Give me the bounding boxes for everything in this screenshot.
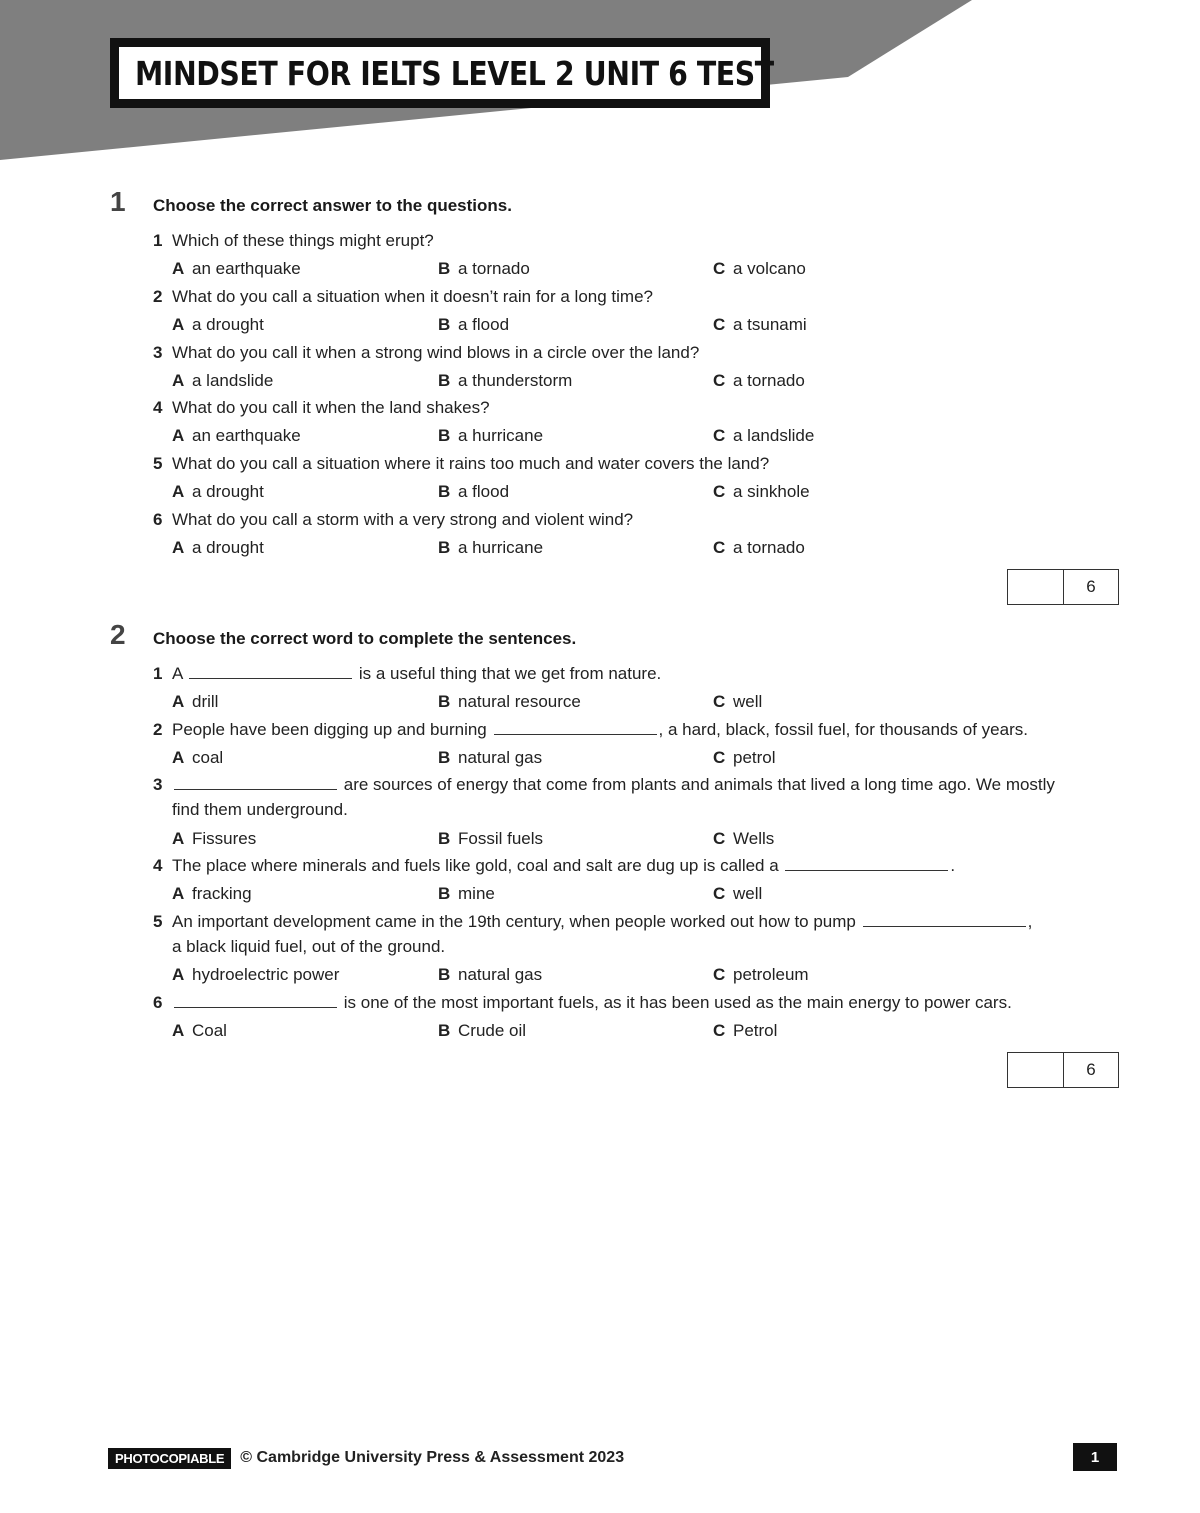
option-text: a tornado [733,538,805,557]
answer-option[interactable] [438,748,542,768]
option-letter: C [713,259,726,278]
answer-blank[interactable] [174,993,337,1008]
question-number: 2 [153,287,163,306]
question-text-after: is one of the most important fuels, as it has been used as the main energy to power cars. [343,993,1012,1012]
answer-option[interactable] [172,426,301,446]
answer-option[interactable] [438,259,530,279]
score-entry-cell[interactable] [1008,570,1064,604]
option-letter: C [713,748,726,767]
question-text: What do you call a storm with a very strong and violent wind? [172,510,634,529]
photocopiable-badge: PHOTOCOPIABLE [108,1448,231,1469]
question-text: Which of these things might erupt? [172,231,434,250]
page-title: MINDSET FOR IELTS LEVEL 2 UNIT 6 TEST [135,53,774,93]
question-row [153,454,769,474]
answer-option[interactable] [713,482,810,502]
option-letter: C [713,538,726,557]
option-letter: C [713,482,726,501]
question-number: 5 [153,454,163,473]
answer-option[interactable] [172,538,264,558]
score-box-section-2 [1007,1052,1119,1088]
score-max: 6 [1086,1060,1096,1079]
question-number: 3 [153,775,163,794]
question-text-after: . [950,856,956,875]
option-letter: A [172,1021,185,1040]
option-text: fracking [192,884,252,903]
question-row [153,510,633,530]
answer-option[interactable] [713,315,807,335]
option-text: Fissures [192,829,257,848]
option-letter: C [713,371,726,390]
option-text: Petrol [733,1021,778,1040]
question-text-after: is a useful thing that we get from nature. [358,664,662,683]
answer-blank[interactable] [494,720,657,735]
answer-option[interactable] [172,259,301,279]
question-text-continued: a black liquid fuel, out of the ground. [172,937,446,956]
answer-blank[interactable] [174,775,337,790]
question-text-after: , [1027,912,1033,931]
option-text: natural resource [458,692,581,711]
option-letter: B [438,259,451,278]
answer-blank[interactable] [863,912,1026,927]
question-row [153,720,1028,740]
answer-option[interactable] [172,884,252,904]
option-letter: B [438,884,451,903]
option-text: a landslide [192,371,274,390]
option-letter: C [713,315,726,334]
option-letter: C [713,829,726,848]
option-text: Wells [733,829,775,848]
question-text-after: are sources of energy that come from plants and animals that lived a long time ago. We mostly [343,775,1055,794]
option-letter: B [438,371,451,390]
question-text: What do you call a situation where it rains too much and water covers the land? [172,454,770,473]
question-number: 6 [153,993,163,1012]
question-row [153,772,1113,822]
question-text-before: A [172,664,183,683]
option-letter: A [172,748,185,767]
option-text: a hurricane [458,426,544,445]
option-text: Coal [192,1021,227,1040]
question-number: 1 [153,231,163,250]
question-text: What do you call a situation when it doesn’t rain for a long time? [172,287,653,306]
option-text: well [733,884,763,903]
option-text: a drought [192,538,264,557]
score-box-section-1 [1007,569,1119,605]
question-row [153,856,955,876]
option-text: a flood [458,482,510,501]
question-text-before: The place where minerals and fuels like gold, coal and salt are dug up is called a [172,856,779,875]
option-letter: B [438,748,451,767]
option-text: natural gas [458,965,543,984]
question-row [153,664,661,684]
question-text-before: People have been digging up and burning [172,720,487,739]
option-letter: B [438,315,451,334]
option-letter: A [172,259,185,278]
option-letter: A [172,884,185,903]
option-text: a volcano [733,259,806,278]
question-text: What do you call it when a strong wind blows in a circle over the land? [172,343,700,362]
question-number: 4 [153,856,163,875]
question-text-before: An important development came in the 19th century, when people worked out how to pump [172,912,856,931]
option-letter: A [172,315,185,334]
option-letter: A [172,538,185,557]
answer-option[interactable] [172,315,264,335]
answer-blank[interactable] [785,856,948,871]
option-text: a hurricane [458,538,544,557]
question-text: What do you call it when the land shakes? [172,398,490,417]
option-letter: A [172,426,185,445]
answer-option[interactable] [438,965,542,985]
option-text: a drought [192,482,264,501]
question-text-after: , a hard, black, fossil fuel, for thousands of years. [658,720,1028,739]
copyright-text: © Cambridge University Press & Assessment 2023 [240,1449,625,1466]
section-number: 1 [110,186,126,217]
option-text: well [733,692,763,711]
question-row [153,993,1012,1013]
answer-option[interactable] [172,1021,227,1041]
option-letter: C [713,965,726,984]
option-letter: C [713,1021,726,1040]
option-letter: B [438,1021,451,1040]
option-text: a tornado [733,371,805,390]
option-letter: A [172,692,185,711]
score-max: 6 [1086,577,1096,596]
option-text: drill [192,692,219,711]
footer [108,1445,624,1471]
section-instruction: Choose the correct word to complete the sentences. [153,629,577,648]
question-text-continued: find them underground. [172,800,348,819]
question-number: 6 [153,510,163,529]
option-text: petrol [733,748,776,767]
answer-option[interactable] [713,538,805,558]
answer-option[interactable] [438,482,509,502]
option-letter: C [713,692,726,711]
answer-option[interactable] [172,748,223,768]
option-letter: A [172,829,185,848]
answer-option[interactable] [713,371,805,391]
option-text: a thunderstorm [458,371,573,390]
option-letter: C [713,884,726,903]
option-letter: B [438,538,451,557]
question-row [153,398,490,418]
answer-option[interactable] [713,426,814,446]
option-letter: B [438,692,451,711]
question-number: 3 [153,343,163,362]
answer-option[interactable] [172,829,256,849]
question-number: 1 [153,664,163,683]
section-number: 2 [110,619,126,650]
option-text: a landslide [733,426,815,445]
option-text: hydroelectric power [192,965,340,984]
title-box [110,38,774,108]
question-number: 2 [153,720,163,739]
answer-option[interactable] [172,371,273,391]
answer-option[interactable] [438,1021,526,1041]
answer-option[interactable] [713,748,776,768]
option-text: petroleum [733,965,809,984]
option-text: coal [192,748,224,767]
option-text: a drought [192,315,264,334]
answer-option[interactable] [172,482,264,502]
option-text: natural gas [458,748,543,767]
answer-option[interactable] [172,692,218,712]
answer-option[interactable] [172,965,339,985]
answer-blank[interactable] [189,664,352,679]
answer-option[interactable] [438,829,543,849]
option-text: a flood [458,315,510,334]
question-row [153,231,434,251]
option-text: an earthquake [192,259,301,278]
option-text: a tsunami [733,315,807,334]
option-text: Crude oil [458,1021,527,1040]
option-letter: C [713,426,726,445]
answer-option[interactable] [438,371,572,391]
option-letter: B [438,482,451,501]
answer-option[interactable] [438,884,495,904]
section-instruction: Choose the correct answer to the questions. [153,196,512,215]
answer-option[interactable] [438,538,543,558]
question-row [153,909,1113,959]
answer-option[interactable] [713,692,762,712]
option-letter: A [172,965,185,984]
option-letter: B [438,426,451,445]
question-row [153,343,699,363]
question-row [153,287,653,307]
option-text: a tornado [458,259,530,278]
answer-option[interactable] [713,829,774,849]
question-number: 5 [153,912,163,931]
option-text: Fossil fuels [458,829,544,848]
score-entry-cell[interactable] [1008,1053,1064,1087]
option-text: a sinkhole [733,482,810,501]
answer-option[interactable] [438,692,581,712]
answer-option[interactable] [713,965,809,985]
option-text: an earthquake [192,426,301,445]
option-letter: A [172,371,185,390]
answer-option[interactable] [713,1021,777,1041]
answer-option[interactable] [438,315,509,335]
answer-option[interactable] [438,426,543,446]
question-number: 4 [153,398,163,417]
option-letter: B [438,829,451,848]
answer-option[interactable] [713,884,762,904]
option-letter: B [438,965,451,984]
page-number: 1 [1073,1443,1117,1471]
option-text: mine [458,884,495,903]
answer-option[interactable] [713,259,806,279]
option-letter: A [172,482,185,501]
